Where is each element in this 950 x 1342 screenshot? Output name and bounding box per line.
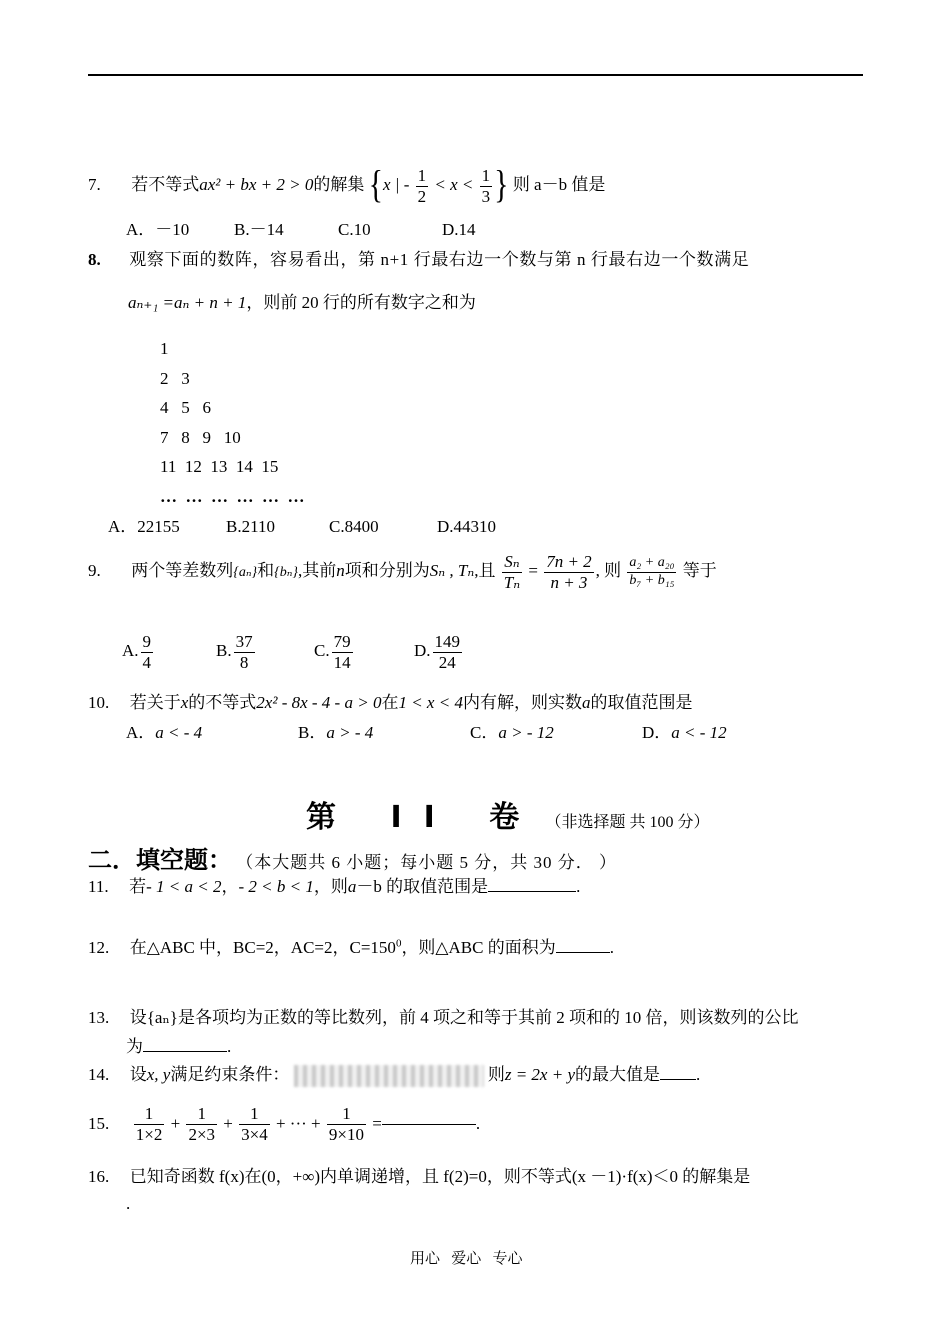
number-array — [160, 334, 305, 511]
question-text: 和 — [257, 560, 275, 580]
denominator: 4 — [142, 652, 152, 672]
condition-a: - 1 < a < 2 — [146, 877, 222, 896]
fraction — [141, 632, 154, 672]
sum-names: Sₙ , Tₙ — [429, 560, 475, 580]
variable-n: n — [336, 560, 345, 580]
question-text: ,其前 — [298, 560, 337, 580]
question-16-line2 — [126, 1194, 130, 1214]
option-c — [314, 632, 414, 672]
denominator: 9×10 — [328, 1124, 364, 1144]
question-11 — [88, 872, 580, 897]
question-7 — [88, 163, 606, 207]
section-note: （本大题共 6 小题；每小题 5 分，共 30 分． ） — [236, 853, 617, 872]
answer-blank[interactable] — [143, 1051, 227, 1052]
denominator: n + 3 — [550, 572, 588, 592]
question-text: 在 — [381, 693, 399, 712]
question-text: 则 — [487, 1065, 505, 1084]
question-16 — [88, 1162, 750, 1187]
fraction — [433, 632, 463, 672]
option-label: D. — [414, 640, 431, 660]
fraction — [416, 166, 429, 206]
numerator: 149 — [434, 632, 461, 651]
period: . — [475, 1114, 481, 1134]
answer-blank[interactable] — [488, 891, 576, 892]
fraction-s-over-t — [502, 552, 522, 592]
option-expr: a > - 12 — [498, 723, 554, 742]
question-text: 设 — [129, 1065, 147, 1084]
denominator: 2×3 — [188, 1124, 216, 1144]
option-a — [126, 718, 298, 743]
option-label: B． — [298, 723, 327, 742]
denominator: 1×2 — [135, 1124, 163, 1144]
numerator: 9 — [142, 632, 152, 651]
option-b — [216, 632, 314, 672]
array-row: 1 — [160, 339, 169, 358]
option-b — [298, 718, 470, 743]
numerator: a₂ + a₂₀ — [627, 555, 676, 572]
ellipsis: + ··· + — [275, 1114, 321, 1134]
numerator: 1 — [239, 1104, 270, 1125]
array-row: 7 8 9 10 — [160, 427, 241, 447]
fraction — [332, 632, 353, 672]
option-label: B. — [216, 640, 232, 660]
question-number: 13. — [88, 1008, 110, 1027]
fraction — [480, 166, 493, 206]
numerator: 37 — [235, 632, 253, 651]
inequality: ax² + bx + 2 > 0 — [199, 174, 314, 194]
section-title: 二．填空题： — [88, 846, 232, 874]
sequence-b: {bₙ} — [274, 564, 298, 580]
equals: = — [372, 1114, 382, 1134]
question-number: 8. — [88, 250, 101, 269]
variable-x: x — [180, 693, 189, 712]
option-c: C.10 — [338, 220, 371, 239]
q9-options — [122, 632, 464, 672]
constraint-system-image — [294, 1065, 484, 1087]
answer-blank[interactable] — [382, 1124, 476, 1125]
fraction — [327, 1104, 366, 1144]
question-text: 设{aₙ}是各项均为正数的等比数列，前 4 项之和等于其前 2 项和的 10 倍，则该数列的公比 — [129, 1008, 799, 1027]
fraction-ratio — [544, 552, 593, 592]
question-13 — [88, 1003, 798, 1028]
question-text: ，则△ABC 的面积为 — [401, 938, 556, 957]
question-text: 若关于 — [129, 693, 181, 712]
variables: x, y — [146, 1065, 171, 1084]
fraction — [186, 1104, 217, 1144]
question-text: 已知奇函数 f(x)在(0，+∞)内单调递增，且 f(2)=0，则不等式(x －1)·f(x)＜0 的解集是 — [129, 1167, 751, 1186]
equals: = — [528, 560, 538, 580]
period: . — [126, 1194, 131, 1213]
numerator: 1 — [327, 1104, 366, 1125]
period: . — [227, 1037, 232, 1056]
option-a — [122, 632, 216, 672]
question-text: 则 a－b 值是 — [512, 174, 606, 194]
q8-options — [108, 512, 496, 537]
numerator: 1 — [417, 166, 427, 185]
volume-title: 第 II 卷 — [306, 800, 542, 835]
question-13-line2 — [126, 1032, 231, 1057]
recurrence-formula: aₙ₊₁ =aₙ + n + 1 — [128, 293, 247, 312]
period: . — [696, 1065, 701, 1084]
fraction — [239, 1104, 270, 1144]
denominator: 8 — [239, 652, 249, 672]
array-row: 4 5 6 — [160, 398, 211, 417]
option-b: B.2110 — [226, 517, 275, 536]
question-text: 的解集 — [313, 174, 365, 194]
set-expression: < x < — [434, 174, 474, 194]
option-label: C. — [314, 640, 330, 660]
question-text: 为 — [126, 1037, 143, 1056]
option-c — [470, 718, 642, 743]
array-row: … … … … … … — [160, 486, 305, 506]
question-text: 在△ABC 中，BC=2，AC=2，C=150 — [129, 938, 396, 957]
question-text: 的不等式 — [188, 693, 257, 712]
option-label: D． — [642, 723, 672, 742]
option-label: C． — [470, 723, 499, 742]
denominator: 14 — [333, 652, 351, 672]
volume-subtitle: （非选择题 共 100 分） — [545, 814, 710, 831]
question-12 — [88, 933, 614, 958]
option-label: A. — [122, 640, 139, 660]
array-row: 2 3 — [160, 368, 190, 388]
part-2-title — [306, 792, 709, 836]
question-10 — [88, 688, 692, 713]
numerator: 1 — [481, 166, 491, 185]
question-text: 两个等差数列 — [131, 560, 234, 580]
option-d: D.44310 — [437, 517, 497, 536]
question-text: ,且 — [474, 560, 496, 580]
fraction-target — [627, 555, 676, 588]
question-8-line2 — [128, 288, 476, 313]
set-expression: x | - — [383, 174, 410, 194]
fraction — [134, 1104, 165, 1144]
question-text: ，则前 20 行的所有数字之和为 — [246, 293, 476, 312]
question-number: 12. — [88, 938, 110, 957]
range: 1 < x < 4 — [398, 693, 463, 712]
period: . — [609, 938, 614, 957]
option-expr: a > - 4 — [326, 723, 374, 742]
right-brace: } — [494, 163, 509, 207]
question-text: －b 的取值范围是 — [356, 877, 489, 896]
left-brace: { — [368, 163, 384, 207]
question-text: 观察下面的数阵，容易看出，第 n+1 行最右边一个数与第 n 行最右边一个数满足 — [129, 250, 750, 269]
numerator: 79 — [333, 632, 351, 651]
section-2-heading — [88, 840, 617, 875]
question-9 — [88, 552, 717, 592]
variable-a: a — [347, 877, 357, 896]
question-number: 10. — [88, 693, 110, 712]
page-footer — [410, 1247, 523, 1268]
denominator: 2 — [417, 186, 427, 206]
variable-a: a — [581, 693, 591, 712]
question-text: 等于 — [682, 560, 717, 580]
numerator: 1 — [134, 1104, 165, 1125]
question-text: 项和分别为 — [344, 560, 430, 580]
question-text: 若 — [129, 877, 147, 896]
question-text: 满足约束条件： — [170, 1065, 290, 1084]
header-rule — [88, 74, 863, 76]
option-b: B.－14 — [234, 220, 284, 239]
option-d — [642, 723, 727, 742]
question-number: 11. — [88, 877, 109, 896]
denominator: 3×4 — [241, 1124, 268, 1144]
denominator: Tₙ — [503, 572, 521, 592]
denominator: 3 — [481, 186, 491, 206]
option-d: D.14 — [442, 220, 476, 239]
separator: ， — [221, 877, 239, 896]
question-number: 14. — [88, 1065, 110, 1084]
question-8 — [88, 245, 749, 270]
question-number: 16. — [88, 1167, 110, 1186]
question-number: 9. — [88, 560, 101, 580]
question-text: ，则 — [313, 877, 348, 896]
question-15 — [88, 1104, 480, 1144]
numerator: Sₙ — [502, 552, 522, 573]
option-expr: a < - 4 — [155, 723, 203, 742]
question-text: 的最大值是 — [575, 1065, 660, 1084]
question-number: 7. — [88, 174, 101, 194]
option-a: A．22155 — [108, 517, 180, 536]
answer-blank[interactable] — [660, 1079, 696, 1080]
question-14 — [88, 1060, 700, 1087]
plus: + — [223, 1114, 233, 1134]
q7-options — [126, 215, 476, 240]
objective-function: z = 2x + y — [504, 1065, 575, 1084]
option-expr: a < - 12 — [671, 723, 727, 742]
denominator: 24 — [438, 652, 456, 672]
option-d — [414, 632, 464, 672]
question-text: , 则 — [595, 560, 622, 580]
fraction — [234, 632, 255, 672]
inequality: 2x² - 8x - 4 - a > 0 — [256, 693, 382, 712]
option-a: A．－10 — [126, 220, 190, 239]
option-label: A． — [126, 723, 156, 742]
degree-superscript: 0 — [395, 937, 402, 950]
question-text: 的取值范围是 — [590, 693, 693, 712]
sequence-a: {aₙ} — [233, 564, 258, 580]
question-number: 15. — [88, 1114, 110, 1134]
numerator: 1 — [186, 1104, 217, 1125]
question-text: 若不等式 — [131, 174, 200, 194]
answer-blank[interactable] — [556, 952, 610, 953]
footer-text: 用心 爱心 专心 — [410, 1251, 523, 1267]
condition-b: - 2 < b < 1 — [238, 877, 314, 896]
period: . — [576, 877, 581, 896]
question-text: 内有解，则实数 — [462, 693, 582, 712]
plus: + — [170, 1114, 181, 1134]
numerator: 7n + 2 — [546, 552, 592, 571]
denominator: b₇ + b₁₅ — [629, 572, 675, 588]
array-row: 11 12 13 14 15 — [160, 457, 279, 476]
option-c: C.8400 — [329, 517, 379, 536]
q10-options — [126, 718, 727, 743]
